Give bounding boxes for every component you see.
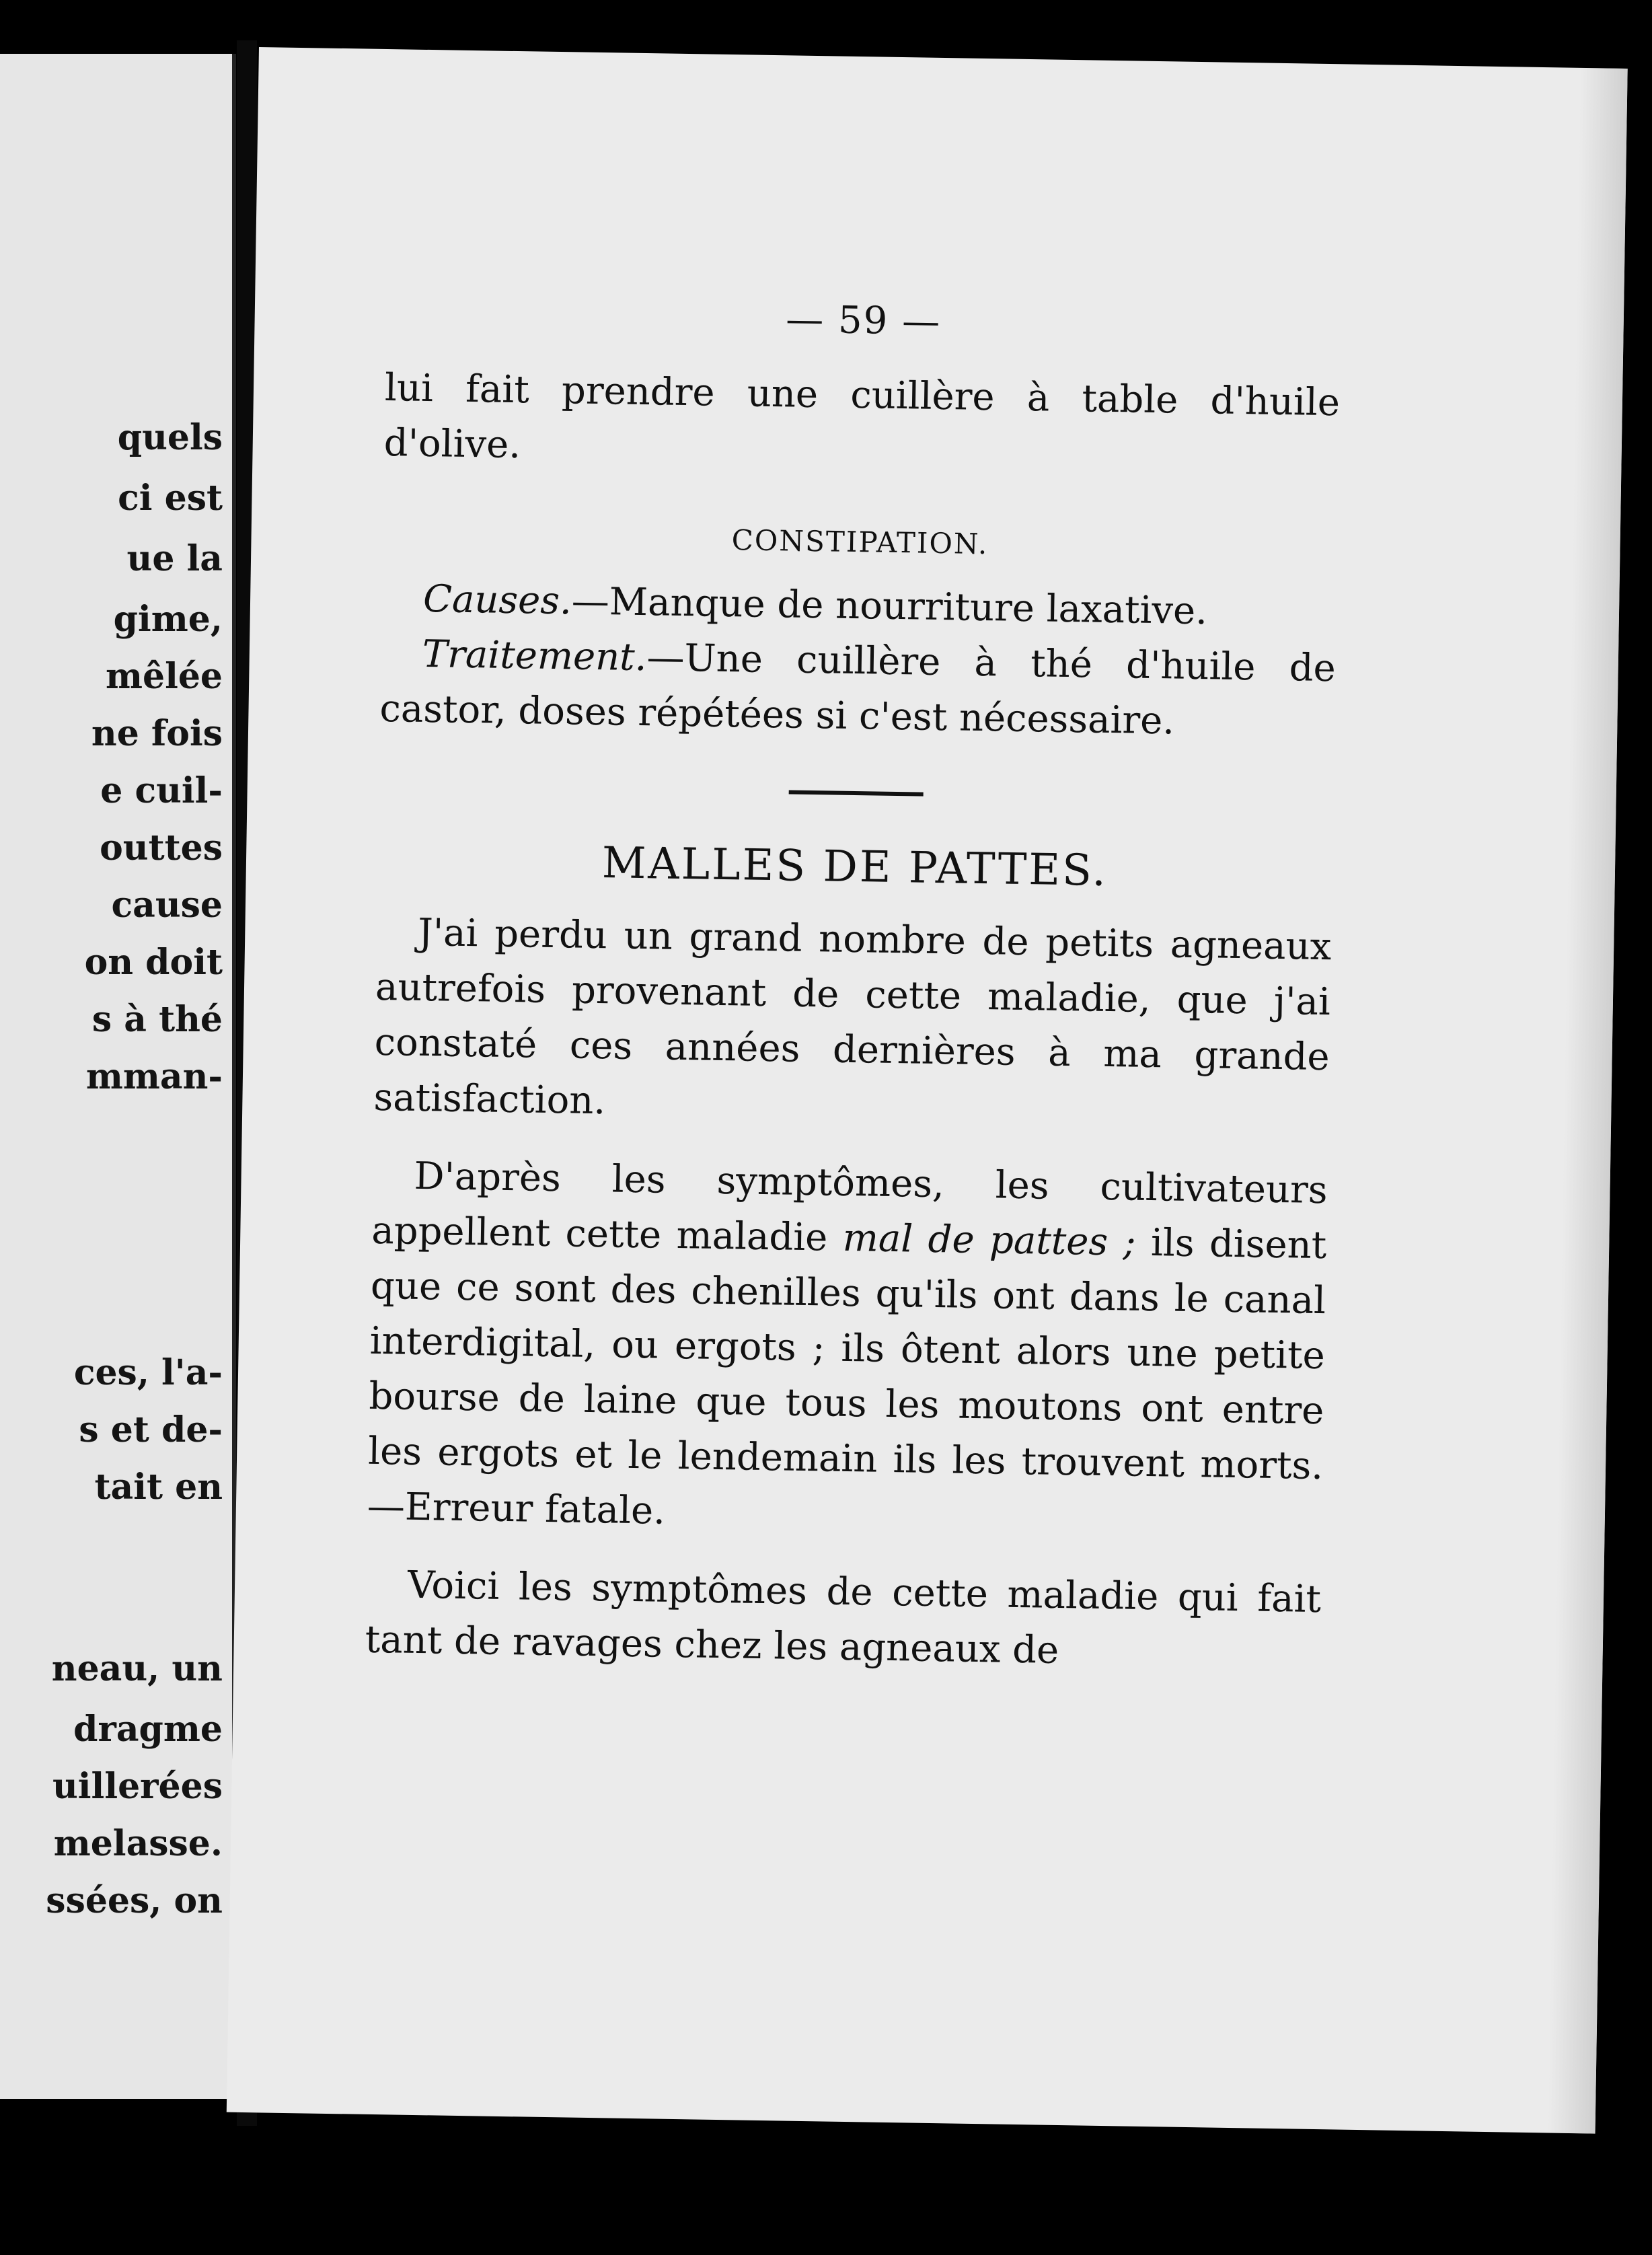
left-line: quels (117, 417, 223, 458)
traitement-label: Traitement. (422, 632, 648, 680)
causes-text: —Manque de nourriture laxative. (571, 579, 1208, 634)
left-line: mêlée (105, 656, 223, 697)
left-line: ue la (126, 538, 223, 579)
right-page (227, 47, 1628, 2134)
page-content (365, 291, 1341, 1683)
malles-paragraph-3: Voici les symptômes de cette maladie qui fait tant de ravages chez les agneaux de (365, 1563, 1322, 1672)
left-page (0, 54, 236, 2099)
malles-heading: MALLES DE PATTES. (601, 838, 1109, 896)
left-line: uillerées (52, 1766, 223, 1807)
left-line: ces, l'a- (73, 1352, 223, 1393)
malles-paragraph-2-italic: mal de pattes ; (842, 1216, 1137, 1265)
left-line: melasse. (53, 1823, 223, 1864)
left-line: ne fois (91, 713, 223, 754)
left-line: gime, (113, 599, 223, 640)
malles-paragraph-2-end: ils disent que ce sont des chenilles qu'ils ont dans le canal interdigital, ou ergots ; ils ôtent alors une petite bourse de laine que tous les moutons ont entre les ergots et le lendemain ils les trouvent morts.—Erreur fatale. (367, 1220, 1327, 1533)
page-number: — 59 — (785, 297, 942, 344)
malles-paragraph-1: J'ai perdu un grand nombre de petits agneaux autrefois provenant de cette maladie, que j'ai constaté ces années dernières à ma grande satisfaction. (373, 910, 1332, 1123)
left-line: on doit (84, 942, 223, 983)
constipation-heading: CONSTIPATION. (731, 523, 989, 561)
traitement-text: —Une cuillère à thé d'huile de castor, doses répétées si c'est nécessaire. (379, 636, 1337, 743)
left-line: cause (111, 885, 223, 926)
opening-paragraph: lui fait prendre une cuillère à table d'huile d'olive. (383, 366, 1341, 468)
left-line: mman- (85, 1056, 223, 1097)
left-line: neau, un (51, 1648, 223, 1689)
left-line: s à thé (91, 999, 223, 1040)
left-line: ci est (118, 478, 223, 519)
left-line: tait en (94, 1467, 223, 1508)
traitement-paragraph (379, 626, 1336, 751)
section-divider (789, 790, 924, 797)
malles-paragraph-2-start: D'après les symptômes, les cultivateurs appellent cette maladie (371, 1154, 1328, 1260)
left-line: outtes (100, 827, 223, 868)
malles-paragraph-2 (367, 1148, 1328, 1549)
left-line: s et de- (79, 1409, 223, 1450)
left-line: ssées, on (46, 1880, 223, 1921)
causes-label: Causes. (422, 577, 572, 624)
left-line: dragme (73, 1709, 223, 1750)
left-line: e cuil- (100, 770, 223, 811)
